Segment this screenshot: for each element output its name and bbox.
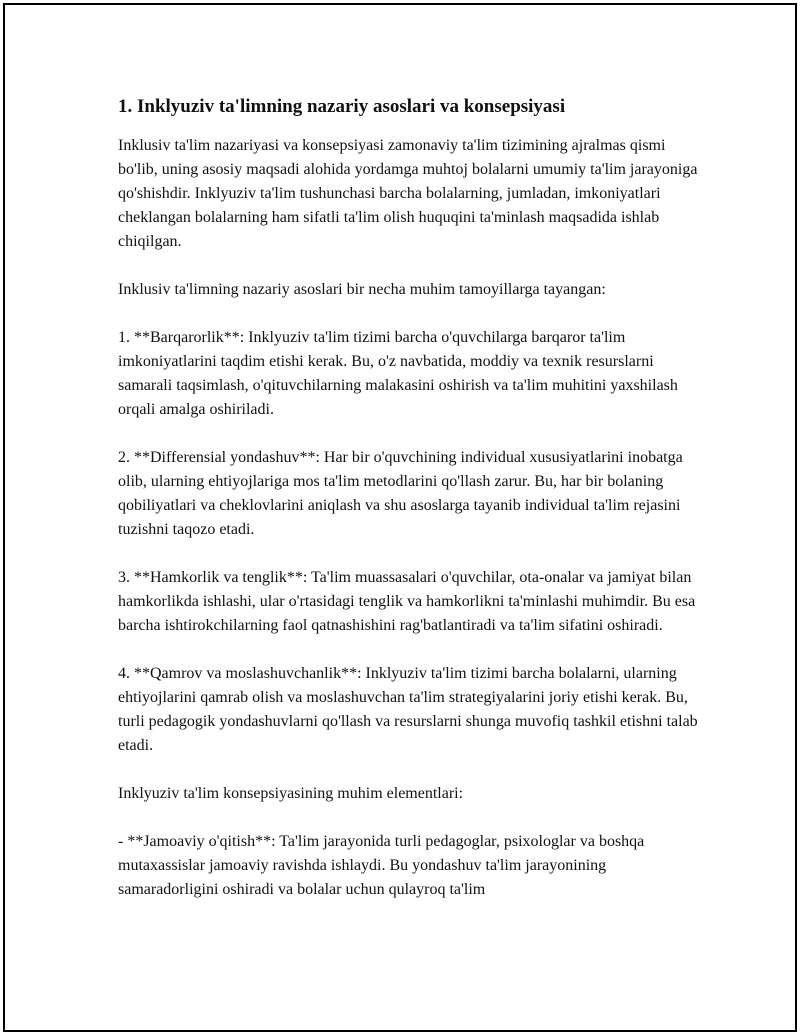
paragraph-principle-1: 1. **Barqarorlik**: Inklyuziv ta'lim tizimi barcha o'quvchilarga barqaror ta'lim imkoniyatlarini taqdim etishi kerak. Bu, o'z navbatida, moddiy va texnik resurslarni samarali taqsimlash, o'qituvchilarning malakasini oshirish va ta'lim muhitini yaxshilash orqali amalga oshiriladi.: [118, 329, 678, 418]
paragraph-element-1: - **Jamoaviy o'qitish**: Ta'lim jarayonida turli pedagoglar, psixologlar va boshqa mutaxassislar jamoaviy ravishda ishlaydi. Bu yondashuv ta'lim jarayonining samaradorligini oshiradi va bolalar uchun qulayroq ta'lim: [118, 833, 645, 898]
document-body: [118, 94, 698, 926]
paragraph-elements-lead: Inklyuziv ta'lim konsepsiyasining muhim elementlari:: [118, 785, 464, 802]
section-title: 1. Inklyuziv ta'limning nazariy asoslari va konsepsiyasi: [118, 96, 566, 117]
paragraph-principles-lead: Inklusiv ta'limning nazariy asoslari bir necha muhim tamoyillarga tayangan:: [118, 281, 606, 298]
paragraph-intro: Inklusiv ta'lim nazariyasi va konsepsiyasi zamonaviy ta'lim tizimining ajralmas qismi bo'lib, uning asosiy maqsadi alohida yordamga muhtoj bolalarni umumiy ta'lim jarayoniga qo'shishdir. Inklyuziv ta'lim tushunchasi barcha bolalarning, jumladan, imkoniyatlari cheklangan bolalarning ham sifatli ta'lim olish huquqini ta'minlash maqsadida ishlab chiqilgan.: [118, 137, 698, 250]
paragraph-principle-3: 3. **Hamkorlik va tenglik**: Ta'lim muassasalari o'quvchilar, ota-onalar va jamiyat bilan hamkorlikda ishlashi, ular o'rtasidagi tenglik va hamkorlikni ta'minlashi muhimdir. Bu esa barcha ishtirokchilarning faol qatnashishini rag'batlantiradi va ta'lim sifatini oshiradi.: [118, 569, 696, 634]
paragraph-principle-4: 4. **Qamrov va moslashuvchanlik**: Inklyuziv ta'lim tizimi barcha bolalarni, ularning ehtiyojlarini qamrab olish va moslashuvchan ta'lim strategiyalarini joriy etishi kerak. Bu, turli pedagogik yondashuvlarni qo'llash va resurslarni shunga muvofiq tashkil etishni talab etadi.: [118, 665, 698, 754]
paragraph-principle-2: 2. **Differensial yondashuv**: Har bir o'quvchining individual xususiyatlarini inobatga olib, ularning ehtiyojlariga mos ta'lim metodlarini qo'llash zarur. Bu, har bir bolaning qobiliyatlari va cheklovlarini aniqlash va shu asoslarga tayanib individual ta'lim rejasini tuzishni taqozo etadi.: [118, 449, 683, 538]
